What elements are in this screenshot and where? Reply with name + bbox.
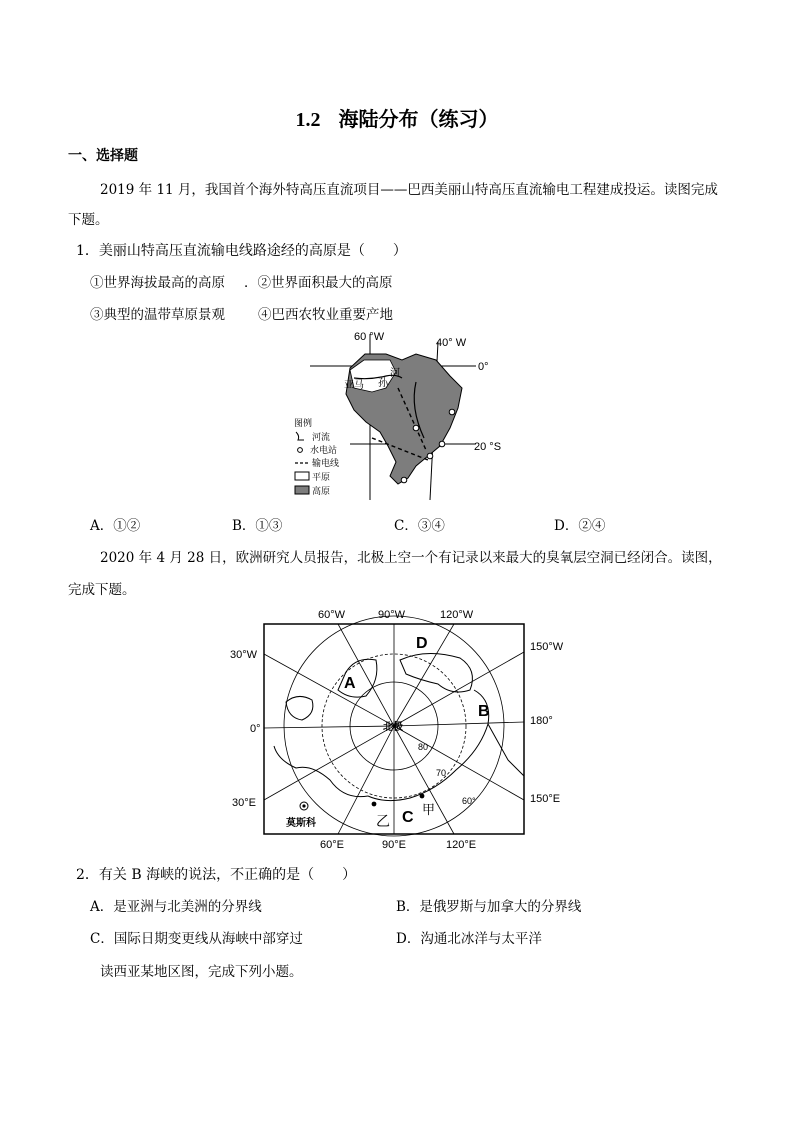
legend-river: 河流 [312, 432, 331, 442]
amazon-label-2: 孙 [378, 378, 388, 389]
legend-line: 输电线 [312, 458, 340, 468]
hydro-station-icon [427, 453, 433, 459]
hydro-station-icon [413, 425, 419, 431]
q1-item-3: ③典型的温带草原景观 [90, 307, 225, 323]
lat-70-label: 70 [436, 768, 447, 778]
title-text: 海陆分布（练习） [338, 107, 499, 131]
lon-top-60w: 60°W [318, 609, 346, 621]
amazon-label-3: 河 [390, 368, 400, 379]
point-jia [420, 794, 425, 799]
legend-plain: 平原 [312, 472, 331, 482]
intro1-line1: 2019 年 11 月，我国首个海外特高压直流项目——巴西美丽山特高压直流输电工程建成投运。读图完成 [100, 182, 718, 198]
legend-plateau: 高原 [312, 486, 331, 496]
section-heading: 一、选择题 [68, 148, 138, 164]
q1-choice-d: D．②④ [554, 518, 606, 534]
north-pole-label: 北极 [383, 722, 403, 733]
lat-label-20s: 20 °S [474, 441, 502, 453]
lon-left-30e: 30°E [232, 797, 256, 809]
legend-station: 水电站 [310, 445, 338, 455]
intro2-line2: 完成下题。 [68, 582, 136, 598]
q1-choice-b: B．①③ [232, 518, 283, 534]
q2-choice-c: C．国际日期变更线从海峡中部穿过 [90, 931, 303, 947]
q1-choice-c: C．③④ [394, 518, 445, 534]
legend-plateau-icon [295, 486, 309, 494]
lat-label-0: 0° [478, 361, 489, 373]
title-number: 1.2 [295, 109, 321, 131]
lon-right-150w: 150°W [530, 641, 564, 653]
letter-d: D [416, 635, 428, 652]
lon-bottom-60e: 60°E [320, 839, 344, 851]
legend-river-icon [296, 432, 304, 440]
arctic-map [226, 600, 586, 852]
moscow-dot-icon [302, 804, 305, 807]
label-yi: 乙 [376, 813, 390, 829]
intro3-line1: 读西亚某地区图，完成下列小题。 [100, 964, 303, 980]
intro2-line1: 2020 年 4 月 28 日，欧洲研究人员报告，北极上空一个有记录以来最大的臭氧层空洞已经闭合。读图， [100, 550, 722, 566]
q2-choice-a: A．是亚洲与北美洲的分界线 [90, 899, 262, 915]
question-2-stem: 2．有关 B 海峡的说法，不正确的是（ ） [76, 867, 357, 883]
q1-item-4: ④巴西农牧业重要产地 [258, 307, 393, 323]
page-title [0, 103, 794, 132]
q2-choice-b: B．是俄罗斯与加拿大的分界线 [396, 899, 582, 915]
intro1-line2: 下题。 [68, 212, 109, 228]
lon-right-150e: 150°E [530, 793, 561, 805]
legend-title: 图例 [294, 418, 313, 428]
brazil-map [290, 328, 510, 506]
q1-choice-a: A．①② [90, 518, 141, 534]
hydro-station-icon [439, 441, 445, 447]
lon-top-90w: 90°W [378, 609, 406, 621]
label-jia: 甲 [422, 802, 436, 817]
lon-bottom-90e: 90°E [382, 839, 406, 851]
legend-station-icon [298, 448, 303, 453]
lon-bottom-120e: 120°E [446, 839, 477, 851]
lon-left-0: 0° [250, 723, 261, 735]
lat-60-label: 60° [462, 796, 476, 806]
legend-plain-icon [295, 472, 309, 480]
q1-item-1: ①世界海拔最高的高原 [90, 275, 225, 291]
lon-label-40w: 40° W [436, 337, 467, 349]
letter-c: C [402, 809, 414, 826]
q2-choice-d: D．沟通北冰洋与太平洋 [396, 931, 542, 947]
question-1-stem: 1．美丽山特高压直流输电线路途经的高原是（ ） [76, 243, 407, 259]
label-moscow: 莫斯科 [286, 818, 316, 829]
lon-top-120w: 120°W [440, 609, 474, 621]
point-yi [372, 802, 377, 807]
hydro-station-icon [449, 409, 455, 415]
lon-label-60w: 60 °W [354, 331, 385, 343]
letter-a: A [344, 675, 356, 692]
amazon-label-1: 亚马 [344, 380, 364, 391]
q1-item-2: ．②世界面积最大的高原 [244, 275, 393, 291]
letter-b: B [478, 703, 490, 720]
lat-80-label: 80 [418, 742, 429, 752]
lon-right-180: 180° [530, 715, 553, 727]
lon-left-30w: 30°W [230, 649, 258, 661]
hydro-station-icon [401, 477, 407, 483]
